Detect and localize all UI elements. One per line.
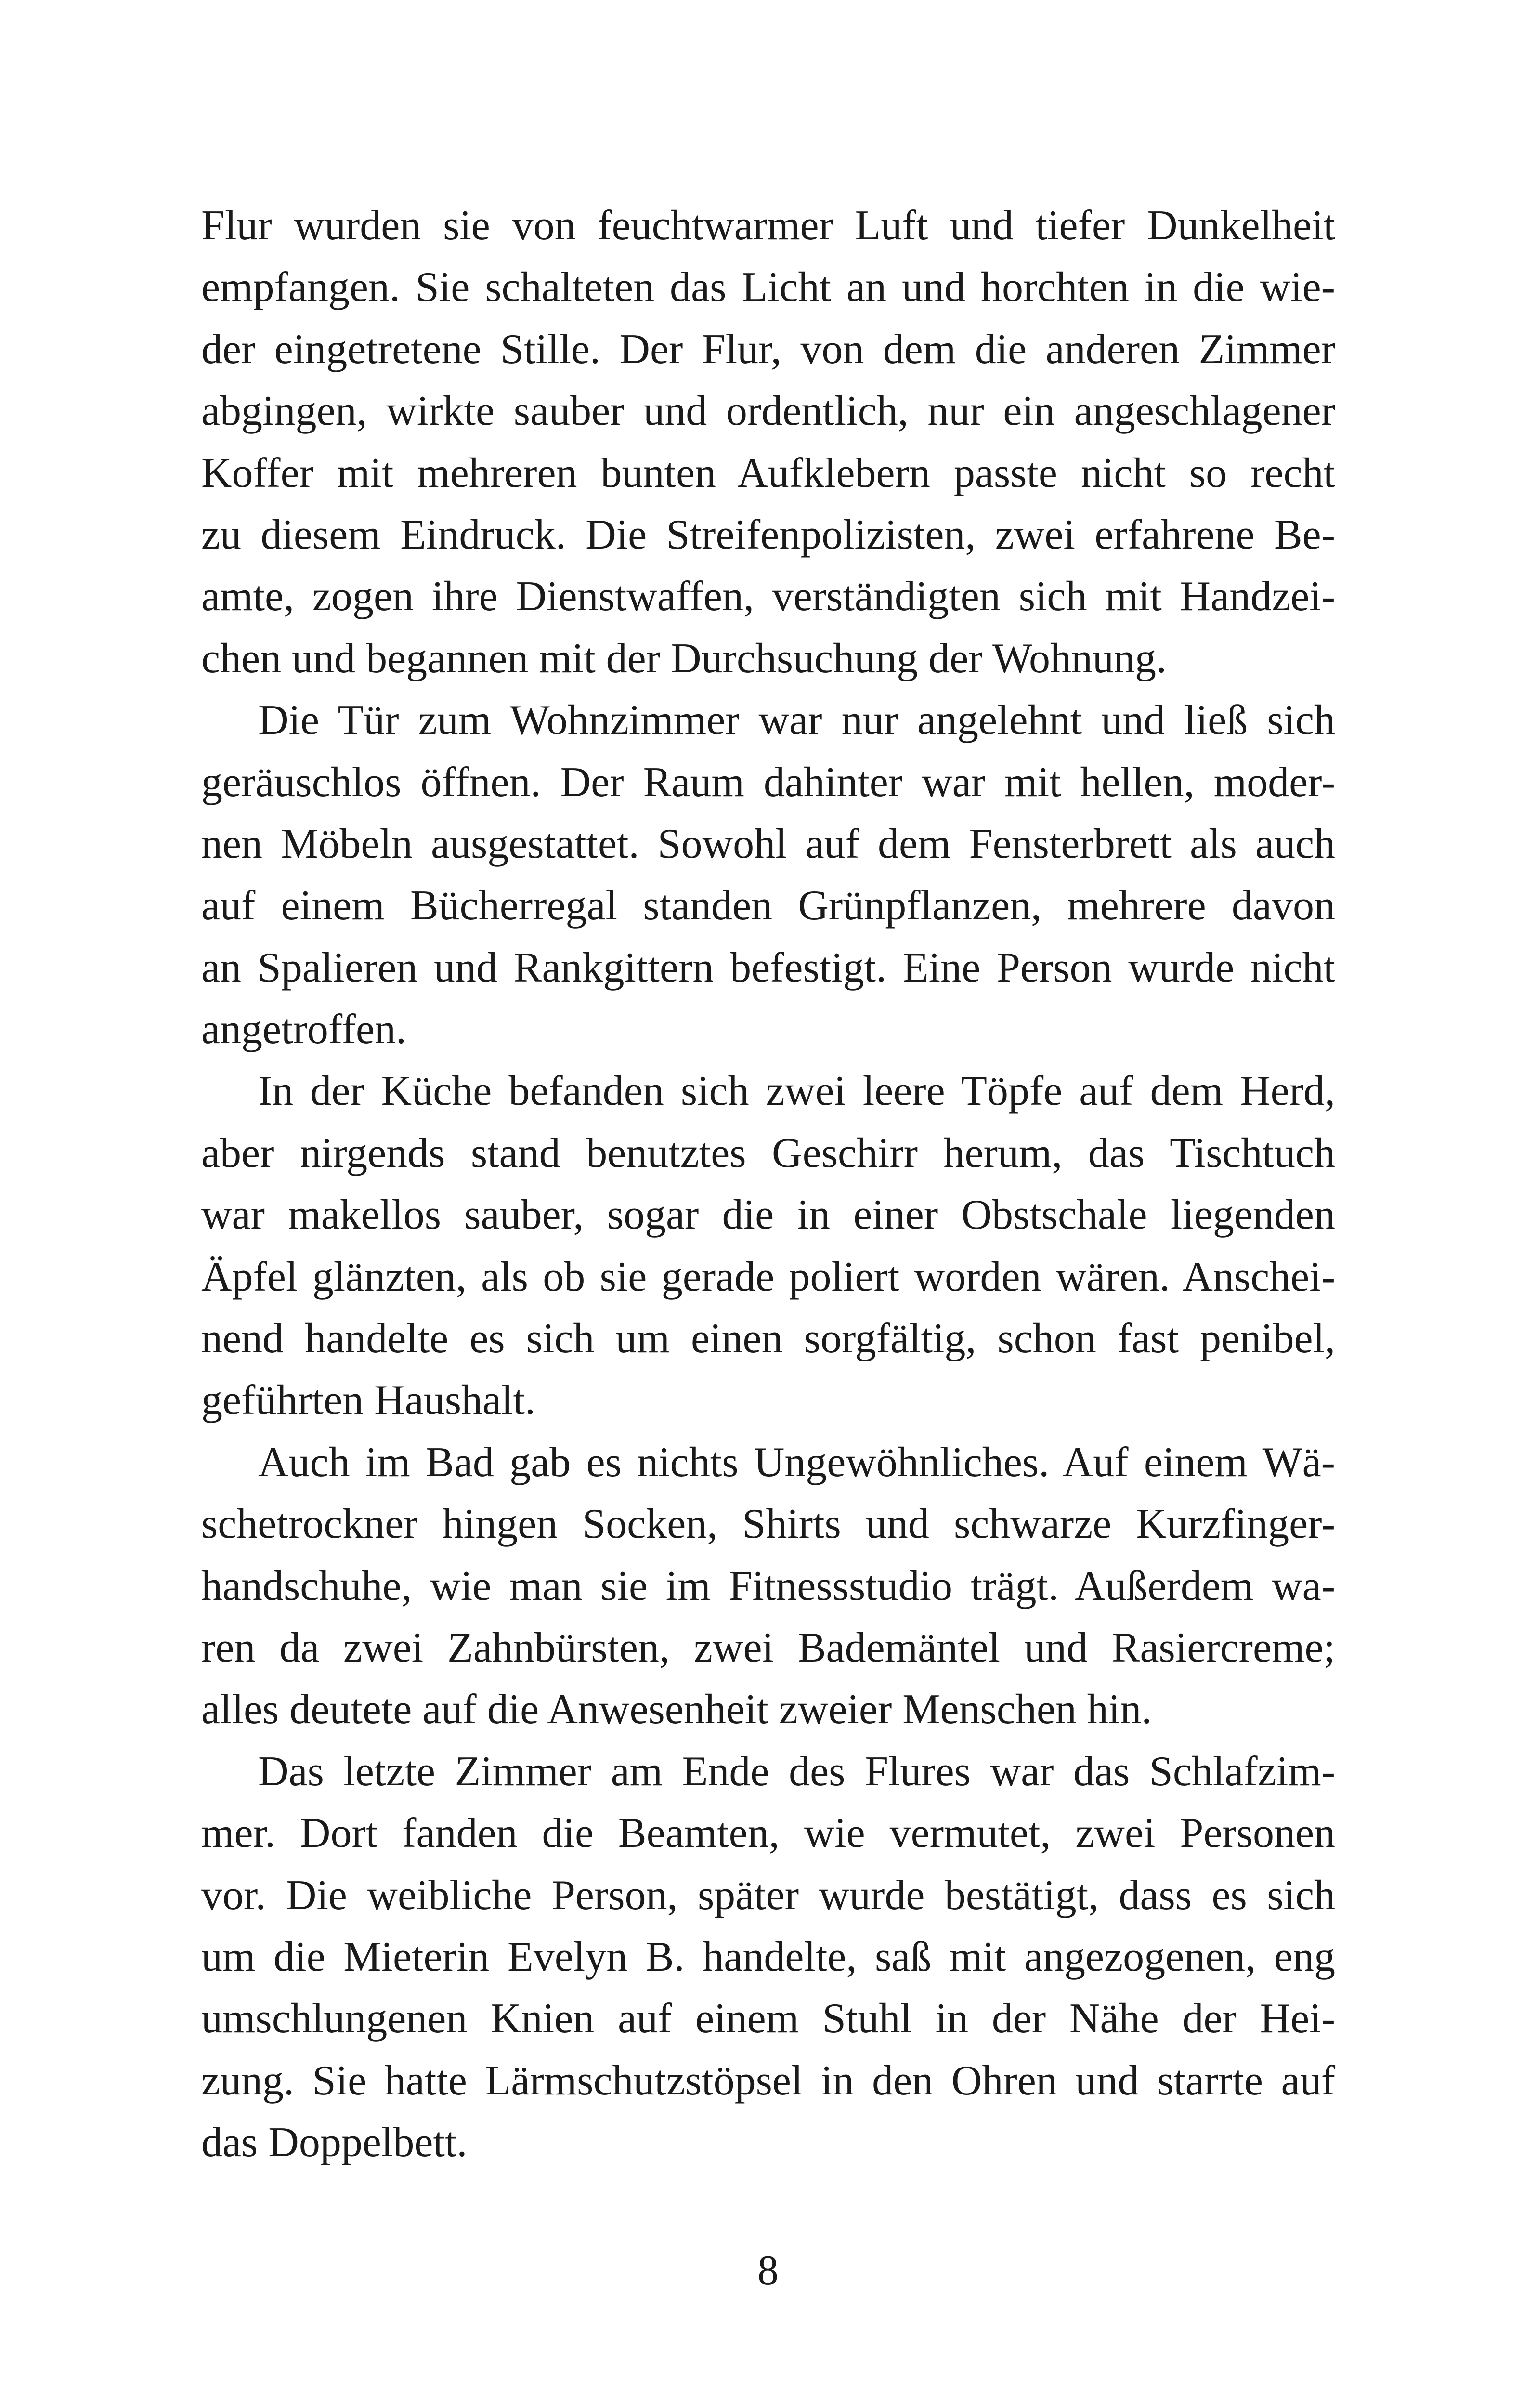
text-line: schetrockner hingen Socken, Shirts und schwarze Kurzfinger-	[201, 1501, 1335, 1548]
text-line: alles deutete auf die Anwesenheit zweier Menschen hin.	[201, 1686, 1152, 1733]
text-line: nen Möbeln ausgestattet. Sowohl auf dem Fensterbrett als auch	[201, 820, 1335, 867]
text-line: vor. Die weibliche Person, später wurde bestätigt, dass es sich	[201, 1871, 1335, 1919]
text-line: nend handelte es sich um einen sorgfältig, schon fast penibel,	[201, 1315, 1335, 1362]
text-line: ren da zwei Zahnbürsten, zwei Bademäntel und Rasiercreme;	[201, 1624, 1335, 1671]
text-line: empfangen. Sie schalteten das Licht an und horchten in die wie-	[201, 264, 1335, 311]
text-line: geführten Haushalt.	[201, 1377, 535, 1424]
text-line: angetroffen.	[201, 1006, 406, 1053]
paragraph-3	[201, 1060, 1335, 1431]
paragraph-5	[201, 1741, 1335, 2174]
text-line: umschlungenen Knien auf einem Stuhl in der Nähe der Hei-	[201, 1995, 1335, 2042]
text-line: Koffer mit mehreren bunten Aufklebern passte nicht so recht	[201, 449, 1335, 497]
paragraph-1	[201, 195, 1335, 690]
text-line: der eingetretene Stille. Der Flur, von dem die anderen Zimmer	[201, 326, 1335, 373]
book-page-body	[201, 195, 1335, 2174]
text-line: amte, zogen ihre Dienstwaffen, verständigten sich mit Handzei-	[201, 573, 1335, 620]
text-line: handschuhe, wie man sie im Fitnessstudio trägt. Außerdem wa-	[201, 1562, 1335, 1610]
text-line: Auch im Bad gab es nichts Ungewöhnliches. Auf einem Wä-	[258, 1439, 1335, 1486]
text-line: Die Tür zum Wohnzimmer war nur angelehnt und ließ sich	[258, 697, 1335, 744]
text-line: Äpfel glänzten, als ob sie gerade poliert worden wären. Anschei-	[201, 1253, 1335, 1300]
text-line: chen und begannen mit der Durchsuchung der Wohnung.	[201, 635, 1167, 682]
text-line: aber nirgends stand benutztes Geschirr herum, das Tischtuch	[201, 1129, 1335, 1177]
text-line: zung. Sie hatte Lärmschutzstöpsel in den Ohren und starrte auf	[201, 2057, 1335, 2104]
text-line: um die Mieterin Evelyn B. handelte, saß mit angezogenen, eng	[201, 1933, 1335, 1980]
text-line: an Spalieren und Rankgittern befestigt. Eine Person wurde nicht	[201, 944, 1335, 991]
text-line: zu diesem Eindruck. Die Streifenpolizisten, zwei erfahrene Be-	[201, 511, 1335, 558]
text-line: mer. Dort fanden die Beamten, wie vermutet, zwei Personen	[201, 1810, 1335, 1857]
text-line: das Doppelbett.	[201, 2119, 468, 2166]
text-line: war makellos sauber, sogar die in einer Obstschale liegenden	[201, 1191, 1335, 1239]
text-line: In der Küche befanden sich zwei leere Töpfe auf dem Herd,	[258, 1068, 1335, 1115]
paragraph-2	[201, 690, 1335, 1060]
text-line: abgingen, wirkte sauber und ordentlich, nur ein angeschlagener	[201, 388, 1335, 435]
text-line: geräuschlos öffnen. Der Raum dahinter war mit hellen, moder-	[201, 759, 1335, 806]
page-number: 8	[757, 2247, 779, 2294]
text-line: Flur wurden sie von feuchtwarmer Luft und tiefer Dunkelheit	[201, 202, 1335, 249]
text-line: Das letzte Zimmer am Ende des Flures war das Schlafzim-	[258, 1748, 1335, 1795]
paragraph-4	[201, 1432, 1335, 1741]
text-line: auf einem Bücherregal standen Grünpflanzen, mehrere davon	[201, 882, 1335, 929]
